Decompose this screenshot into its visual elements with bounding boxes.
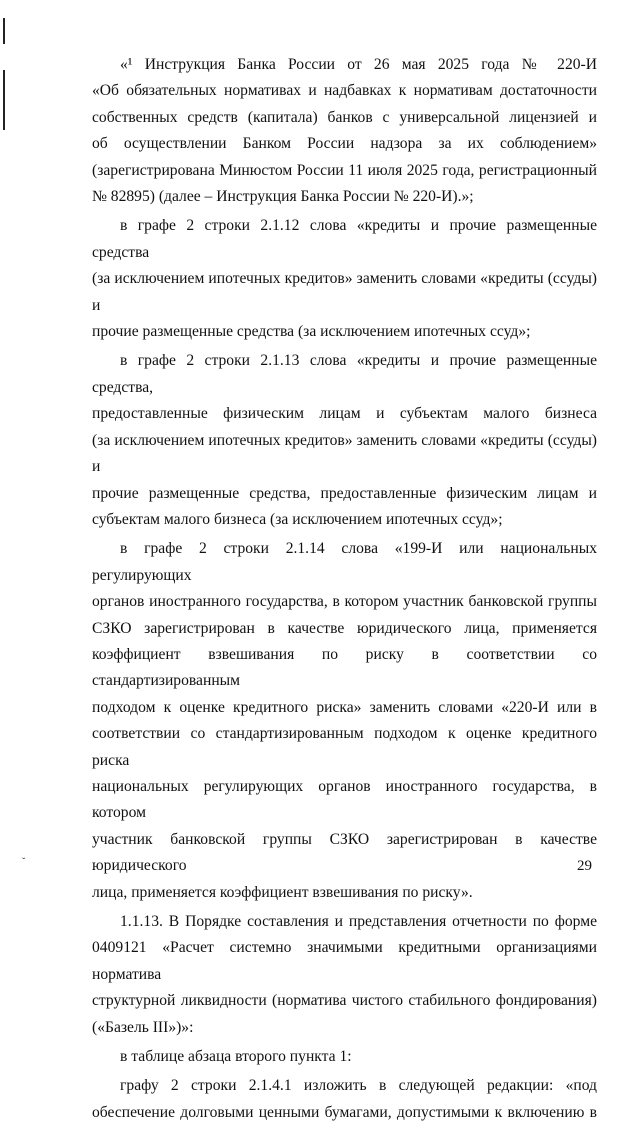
text-line: в таблице абзаца второго пункта 1:: [120, 1048, 352, 1066]
paragraph-row-2-1-12: [92, 213, 597, 345]
text-line: участник банковской группы СЗКО зарегистрирован в качестве юридического: [92, 830, 597, 875]
margin-mark: [3, 18, 5, 44]
text-line: органов иностранного государства, в котором участник банковской группы: [92, 593, 597, 611]
paragraph-row-2-1-14: [92, 536, 597, 906]
text-line: (зарегистрирована Минюстом России 11 июля 2025 года, регистрационный: [92, 161, 597, 179]
text-line: национальных регулирующих органов иностранного государства, в котором: [92, 777, 597, 822]
text-line: «¹ Инструкция Банка России от 26 мая 2025 года № 220-И: [120, 56, 597, 73]
text-line: в графе 2 строки 2.1.14 слова «199-И или национальных регулирующих: [92, 540, 597, 584]
paragraph-table-intro: [92, 1044, 597, 1070]
text-line: СЗКО зарегистрирован в качестве юридического лица, применяется: [92, 619, 597, 637]
text-line: (за исключением ипотечных кредитов» заменить словами «кредиты (ссуды) и: [92, 431, 597, 476]
text-line: об осуществлении Банком России надзора за их соблюдением»: [92, 135, 597, 153]
text-line: обеспечение долговыми ценными бумагами, допустимыми к включению в: [92, 1103, 597, 1121]
text-line: 1.1.13. В Порядке составления и представления отчетности по форме: [120, 913, 597, 930]
text-line: (за исключением ипотечных кредитов» заменить словами «кредиты (ссуды) и: [92, 270, 597, 314]
text-line: графу 2 строки 2.1.4.1 изложить в следующей редакции: «под: [120, 1077, 597, 1095]
text-line: 0409121 «Расчет системно значимыми кредитными организациями норматива: [92, 939, 597, 983]
scan-mark: ˇ: [22, 857, 26, 868]
text-line: коэффициент взвешивания по риску в соответствии со стандартизированным: [92, 645, 597, 690]
text-line: лица, применяется коэффициент взвешивания по риску».: [92, 883, 473, 901]
text-line: в графе 2 строки 2.1.13 слова «кредиты и прочие размещенные средства,: [92, 352, 597, 396]
text-line: «Об обязательных нормативах и надбавках к нормативам достаточности: [92, 82, 597, 100]
text-line: собственных средств (капитала) банков с универсальной лицензией и: [92, 108, 597, 126]
paragraph-row-2-1-4-1: [92, 1073, 597, 1126]
text-line: структурной ликвидности (норматива чистого стабильного фондирования): [92, 992, 597, 1010]
paragraph-footnote-reference: [92, 52, 597, 210]
text-line: субъектам малого бизнеса (за исключением ипотечных ссуд»;: [92, 510, 503, 528]
paragraph-row-2-1-13: [92, 348, 597, 533]
text-line: («Базель III»)»:: [92, 1018, 194, 1036]
text-line: в графе 2 строки 2.1.12 слова «кредиты и прочие размещенные средства: [92, 217, 597, 261]
text-line: соответствии со стандартизированным подходом к оценке кредитного риска: [92, 725, 597, 769]
page-number: 29: [577, 858, 592, 874]
margin-mark: [3, 70, 5, 130]
text-line: прочие размещенные средства, предоставленные физическим лицам и: [92, 484, 597, 502]
text-line: прочие размещенные средства (за исключением ипотечных ссуд»;: [92, 323, 531, 341]
text-line: подходом к оценке кредитного риска» заменить словами «220-И или в: [92, 698, 597, 716]
text-line: предоставленные физическим лицам и субъектам малого бизнеса: [92, 405, 597, 423]
text-line: № 82895) (далее – Инструкция Банка России № 220-И).»;: [92, 188, 474, 206]
document-body: [92, 52, 597, 1126]
paragraph-section-1-1-13: [92, 909, 597, 1041]
